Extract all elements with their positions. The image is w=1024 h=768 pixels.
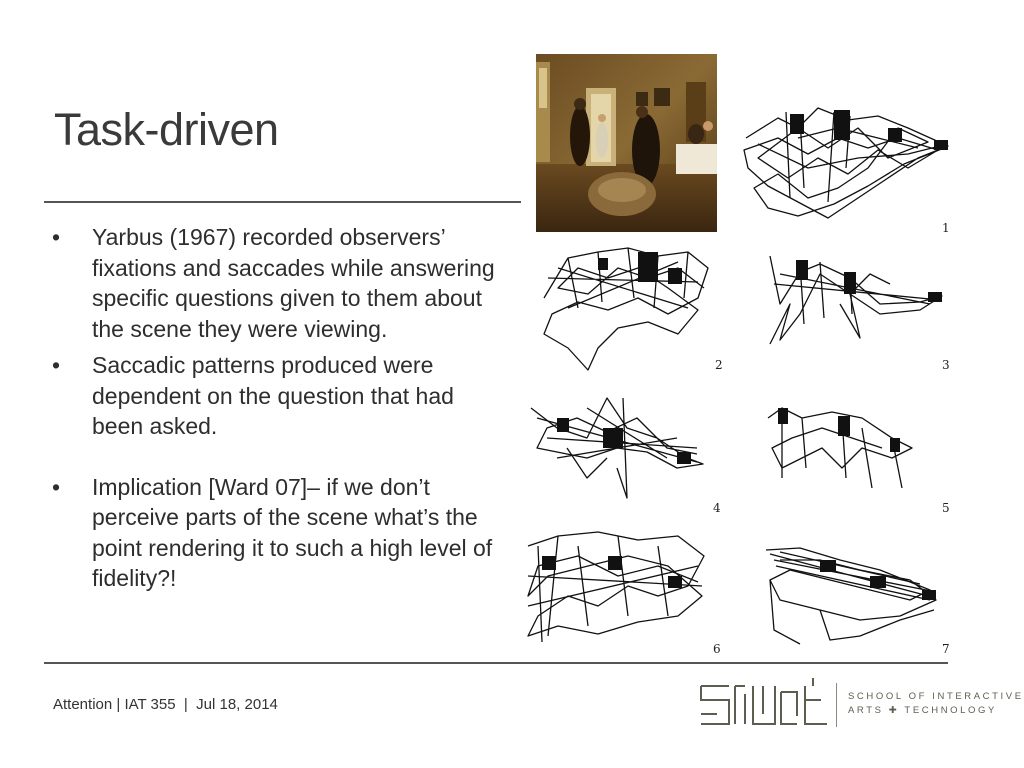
slide-title: Task-driven <box>54 104 279 155</box>
bullet-marker: • <box>52 352 61 378</box>
bullet-item <box>52 222 502 344</box>
bullet-marker: • <box>52 473 61 500</box>
bullet-text: Saccadic patterns produced were dependent on the question that had been asked. <box>92 352 454 439</box>
bullet-item <box>52 350 502 442</box>
scanpath-figure-5 <box>762 398 922 494</box>
bullet-text: Yarbus (1967) recorded observers’ fixations and saccades while answering specific questions given to them about the scene they were viewing. <box>92 224 495 342</box>
bullet-marker: • <box>52 224 61 250</box>
scanpath-figure-4 <box>527 388 709 508</box>
scanpath-label: 4 <box>713 501 721 515</box>
logo-text-line1: SCHOOL OF INTERACTIVE <box>848 691 1024 702</box>
scanpath-figure-7 <box>760 540 950 650</box>
logo-divider <box>836 683 837 727</box>
scanpath-label: 2 <box>715 358 723 372</box>
title-divider <box>44 201 521 203</box>
siat-logo <box>697 676 832 730</box>
footer-divider <box>44 662 948 664</box>
footer-text: Attention | IAT 355 | Jul 18, 2014 <box>53 696 278 713</box>
bullet-item <box>52 472 502 594</box>
scanpath-label: 3 <box>942 358 950 372</box>
logo-text-line2: ARTS ✚ TECHNOLOGY <box>848 705 997 716</box>
bullet-list <box>52 222 502 600</box>
painting-image <box>536 54 717 232</box>
scanpath-label: 7 <box>942 642 950 656</box>
scanpath-figure-2 <box>538 238 713 374</box>
scanpath-figure-3 <box>760 244 950 354</box>
scanpath-label: 1 <box>942 221 950 235</box>
bullet-text: Implication [Ward 07]– if we don’t perceive parts of the scene what’s the point rendering it to such a high level of fidelity?! <box>92 473 493 591</box>
scanpath-figure-6 <box>518 526 710 646</box>
scanpath-figure-1 <box>738 98 960 226</box>
scanpath-label: 6 <box>713 642 721 656</box>
scanpath-label: 5 <box>942 501 950 515</box>
